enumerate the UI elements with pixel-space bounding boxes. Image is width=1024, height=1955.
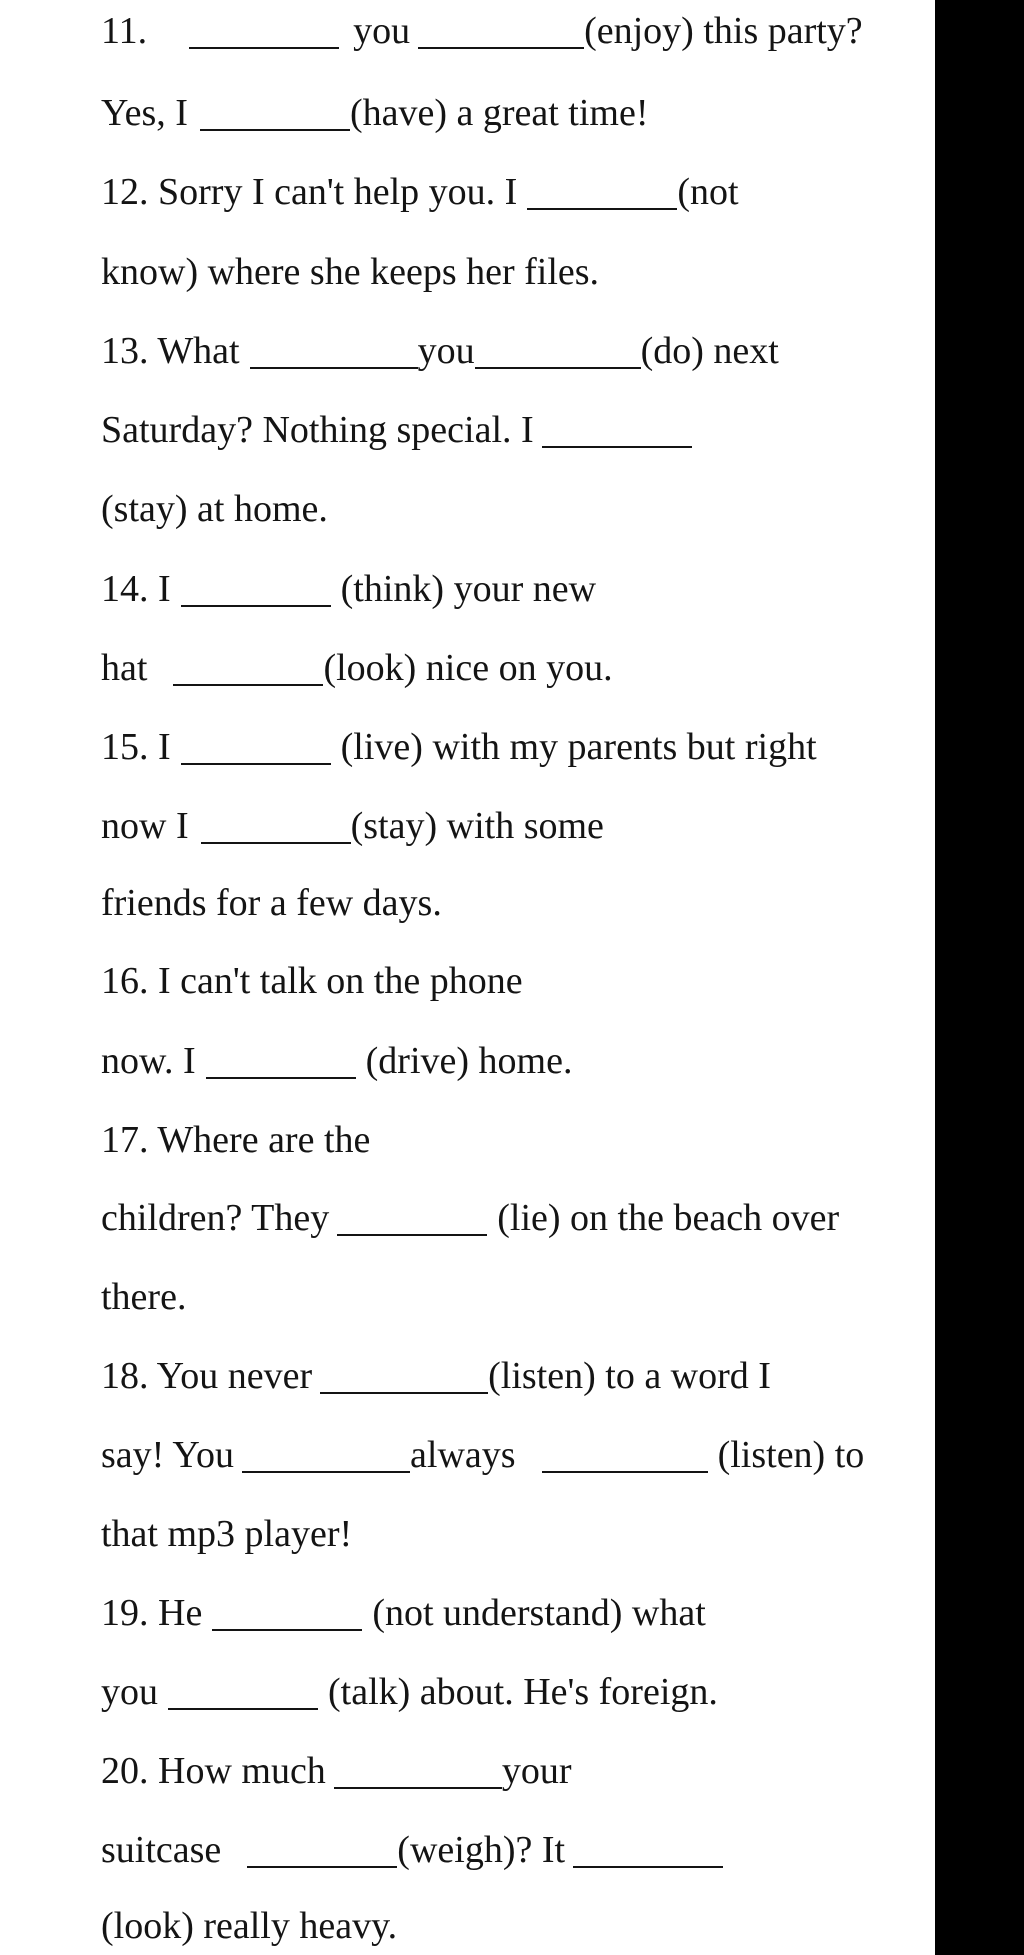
text-segment: (stay) with some bbox=[350, 805, 604, 847]
q15-continuation-2 bbox=[101, 880, 442, 926]
q11-answer-line bbox=[101, 90, 649, 136]
text-segment: 11. bbox=[101, 10, 148, 52]
q13-continuation-2 bbox=[101, 486, 328, 532]
text-segment: (not bbox=[677, 171, 739, 213]
text-segment: 15. I bbox=[101, 726, 171, 768]
text-segment: you bbox=[353, 10, 411, 52]
answer-blank[interactable] bbox=[212, 1629, 362, 1631]
text-segment: 12. Sorry I can't help you. I bbox=[101, 171, 518, 213]
q20-continuation-2 bbox=[101, 1903, 397, 1949]
text-segment: 17. Where are the bbox=[101, 1119, 371, 1161]
q18-continuation bbox=[101, 1432, 864, 1478]
text-segment: always bbox=[410, 1434, 516, 1476]
answer-blank[interactable] bbox=[320, 1392, 488, 1394]
text-segment: say! You bbox=[101, 1434, 235, 1476]
text-segment: (talk) about. He's foreign. bbox=[328, 1671, 718, 1713]
text-segment: your bbox=[501, 1750, 572, 1792]
answer-blank[interactable] bbox=[527, 208, 677, 210]
q18-line bbox=[101, 1353, 771, 1399]
answer-blank[interactable] bbox=[173, 684, 323, 686]
text-segment: you bbox=[101, 1671, 158, 1713]
text-segment: 19. He bbox=[101, 1592, 203, 1634]
answer-blank[interactable] bbox=[337, 1234, 487, 1236]
q17-line bbox=[101, 1117, 370, 1163]
q15-continuation bbox=[101, 803, 604, 849]
q15-line bbox=[101, 724, 817, 770]
text-segment: friends for a few days. bbox=[101, 882, 442, 924]
q17-continuation bbox=[101, 1195, 839, 1241]
text-segment: know) where she keeps her files. bbox=[101, 251, 600, 293]
answer-blank[interactable] bbox=[542, 1471, 708, 1473]
answer-blank[interactable] bbox=[573, 1866, 723, 1868]
text-segment: there. bbox=[101, 1276, 187, 1318]
text-segment: 20. How much bbox=[101, 1750, 326, 1792]
text-segment: (do) next bbox=[640, 330, 779, 372]
text-segment: (lie) on the beach over bbox=[497, 1197, 840, 1239]
text-segment: (listen) to a word I bbox=[488, 1355, 771, 1397]
answer-blank[interactable] bbox=[242, 1471, 410, 1473]
text-segment: (drive) home. bbox=[365, 1040, 573, 1082]
answer-blank[interactable] bbox=[250, 367, 418, 369]
text-segment: (think) your new bbox=[340, 568, 597, 610]
text-segment: (not understand) what bbox=[372, 1592, 706, 1634]
q12-continuation bbox=[101, 249, 599, 295]
answer-blank[interactable] bbox=[168, 1708, 318, 1710]
text-segment: 13. What bbox=[101, 330, 240, 372]
answer-blank[interactable] bbox=[181, 763, 331, 765]
text-segment: (enjoy) this party? bbox=[584, 10, 863, 52]
text-segment: that mp3 player! bbox=[101, 1513, 353, 1555]
text-segment: (look) really heavy. bbox=[101, 1905, 398, 1947]
text-segment: now. I bbox=[101, 1040, 196, 1082]
q16-continuation bbox=[101, 1038, 572, 1084]
text-segment: hat bbox=[101, 647, 148, 689]
q12-line bbox=[101, 169, 739, 215]
text-segment: Yes, I bbox=[101, 92, 188, 134]
q13-line bbox=[101, 328, 779, 374]
answer-blank[interactable] bbox=[542, 446, 692, 448]
q14-continuation bbox=[101, 645, 613, 691]
q17-continuation-2 bbox=[101, 1274, 186, 1320]
q20-line bbox=[101, 1748, 571, 1794]
text-segment: children? They bbox=[101, 1197, 330, 1239]
q16-line bbox=[101, 958, 523, 1004]
q18-continuation-2 bbox=[101, 1511, 352, 1557]
answer-blank[interactable] bbox=[475, 367, 641, 369]
answer-blank[interactable] bbox=[247, 1866, 397, 1868]
text-segment: 14. I bbox=[101, 568, 171, 610]
text-segment: (listen) to bbox=[717, 1434, 865, 1476]
text-segment: now I bbox=[101, 805, 189, 847]
answer-blank[interactable] bbox=[418, 47, 584, 49]
answer-blank[interactable] bbox=[200, 129, 350, 131]
answer-blank[interactable] bbox=[181, 605, 331, 607]
text-segment: (stay) at home. bbox=[101, 488, 328, 530]
answer-blank[interactable] bbox=[189, 47, 339, 49]
answer-blank[interactable] bbox=[201, 842, 351, 844]
text-segment: suitcase bbox=[101, 1829, 222, 1871]
q11-line bbox=[101, 8, 863, 54]
q19-line bbox=[101, 1590, 706, 1636]
text-segment: (weigh)? It bbox=[397, 1829, 566, 1871]
answer-blank[interactable] bbox=[206, 1077, 356, 1079]
text-segment: (live) with my parents but right bbox=[340, 726, 817, 768]
text-segment: (have) a great time! bbox=[349, 92, 649, 134]
text-segment: (look) nice on you. bbox=[323, 647, 613, 689]
q14-line bbox=[101, 566, 596, 612]
text-segment: 18. You never bbox=[101, 1355, 313, 1397]
q19-continuation bbox=[101, 1669, 718, 1715]
text-segment: you bbox=[417, 330, 475, 372]
text-segment: Saturday? Nothing special. I bbox=[101, 409, 534, 451]
answer-blank[interactable] bbox=[334, 1787, 502, 1789]
text-segment: 16. I can't talk on the phone bbox=[101, 960, 523, 1002]
q13-continuation bbox=[101, 407, 692, 453]
q20-continuation bbox=[101, 1827, 723, 1873]
